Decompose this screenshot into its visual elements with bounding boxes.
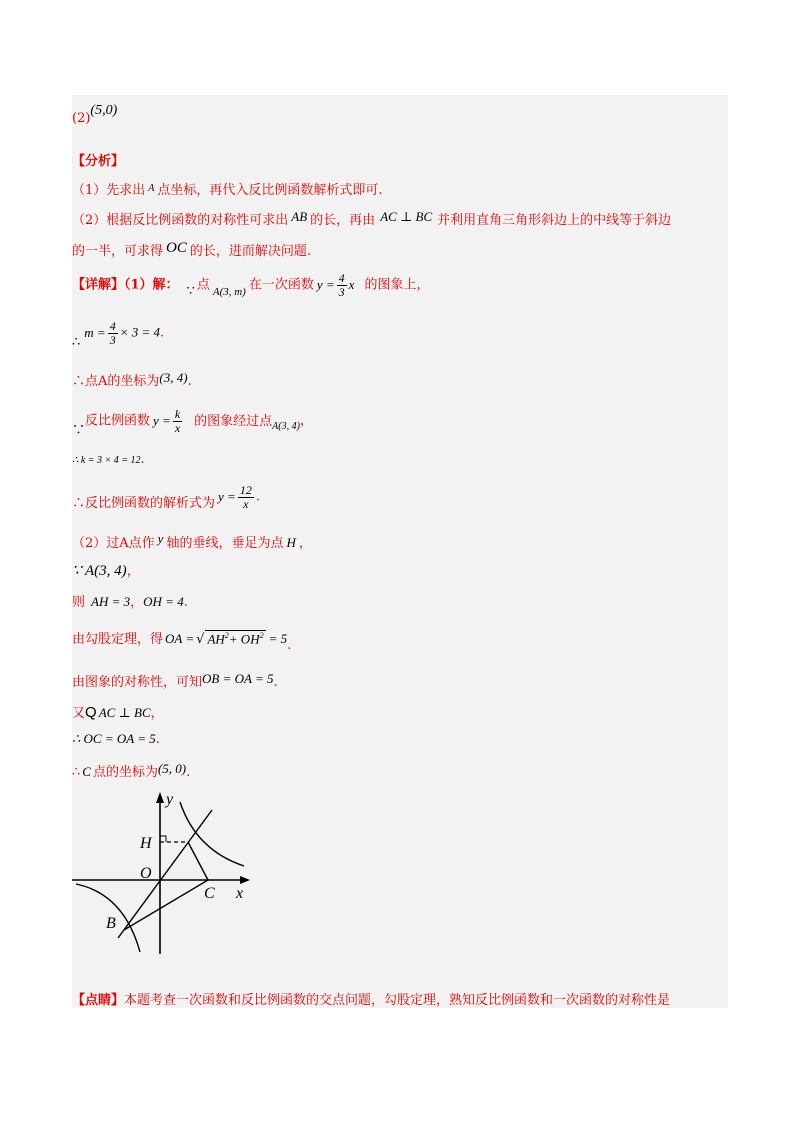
analysis-title: 【分析】 [72, 154, 125, 169]
detail-line-4: ∵反比例函数 y = $\frac{k}{x}$ 的图象经过点$_{A(3, 4)}$， [72, 407, 313, 438]
label-o: O [140, 865, 152, 882]
answer-line: (2)(5,0) [72, 103, 118, 126]
detail-line-13: ∴ OC = OA = 5. [72, 731, 160, 747]
detail-line-8: ∵ A(3, 4)， [72, 563, 140, 579]
detail-line-14: ∴ C 点的坐标为(5, 0). [72, 761, 191, 780]
detail-line-1: 【详解】（1）解： ∵ 点 $_{A(3, m)}$ 在一次函数 y = $\frac{4}{3}$ x 的图象上， [72, 271, 430, 299]
label-c: C [204, 885, 215, 902]
comment-line: 【点睛】本题考查一次函数和反比例函数的交点问题，勾股定理，熟知反比例函数和一次函数的对称性是 [72, 993, 671, 1008]
y-axis-arrow-icon [156, 792, 164, 803]
detail-line-2: ∴m = $\frac{4}{3}$ × 3 = 4. [72, 319, 165, 350]
detail-line-10: 由勾股定理，得 OA = √ $AH^2+ OH^2 = 5$. [72, 630, 292, 653]
detail-line-7: （2）过A点作 y 轴的垂线，垂足为点 H ， [72, 531, 312, 551]
x-axis-arrow-icon [240, 876, 250, 884]
label-y: y [166, 791, 174, 808]
label-h: H [140, 835, 152, 852]
right-angle-mark [160, 836, 166, 842]
function-graph [68, 786, 258, 956]
analysis-line-1: （1）先求出 $^A$ 点坐标，再代入反比例函数解析式即可. [72, 183, 383, 198]
detail-line-3: ∴点A的坐标为(3, 4). [72, 370, 192, 389]
detail-line-11: 由图象的对称性，可知OB = OA = 5. [72, 671, 278, 690]
segment-bc [124, 880, 208, 930]
detail-line-6: ∴反比例函数的解析式为 y = $\frac{12}{x}$ . [72, 483, 260, 511]
segment-ac [188, 842, 208, 880]
analysis-line-3: 的一半，可求得 OC 的长，进而解决问题. [72, 240, 311, 259]
label-x: x [236, 885, 244, 902]
analysis-line-2: （2）根据反比例函数的对称性可求出 AB 的长，再由 AC ⊥ BC 并利用直角三角形斜边上的中线等于斜边 [72, 209, 672, 228]
detail-line-12: 又Q AC ⊥ BC， [72, 704, 164, 721]
linear-function-line [118, 810, 212, 938]
hyperbola-branch-upper [180, 802, 244, 866]
detail-line-5: ∴ k = 3 × 4 = 12. [72, 452, 145, 467]
label-b: B [106, 915, 116, 932]
detail-line-9: 则 AH = 3，OH = 4. [72, 594, 188, 610]
